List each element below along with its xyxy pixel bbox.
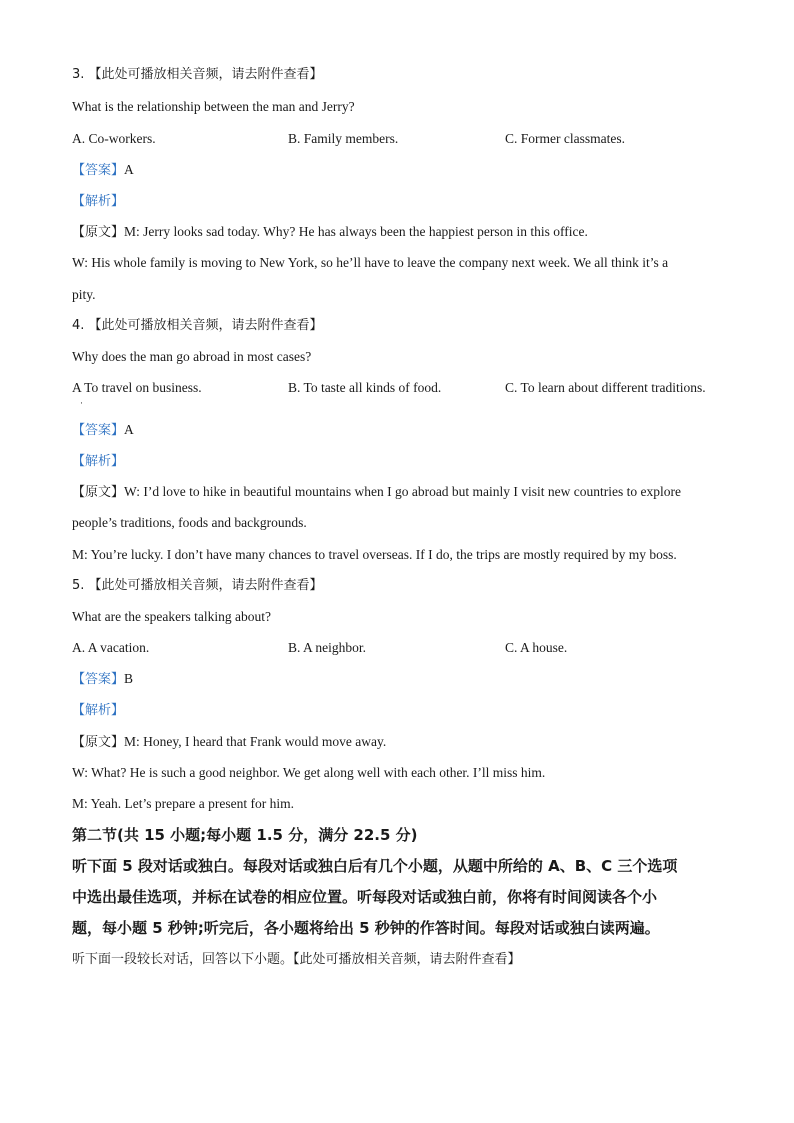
q3-option-a: A. Co-workers. [72,131,156,146]
q4-option-a: A To travel on business. [72,380,202,395]
analysis-tag: 【解析】 [72,703,125,718]
q4-option-c: C. To learn about different traditions. [505,380,706,395]
q5-question: What are the speakers talking about? [72,609,272,624]
q5-script-2: W: What? He is such a good neighbor. We get along well with each other. I’ll miss him. [72,765,546,780]
original-tag: 【原文】 [72,735,125,750]
q5-option-a: A. A vacation. [72,640,150,655]
q5-script-3: M: Yeah. Let’s prepare a present for him. [72,796,294,811]
q3-script-3: pity. [72,287,96,302]
q4-script-line [72,483,681,502]
q3-analysis-line [72,192,124,211]
q3-script-1: M: Jerry looks sad today. Why? He has always been the happiest person in this office. [124,224,588,239]
original-tag: 【原文】 [72,225,125,240]
analysis-tag: 【解析】 [72,454,125,469]
analysis-tag: 【解析】 [72,194,125,209]
q4-script-1: W: I’d love to hike in beautiful mountains when I go abroad but mainly I visit new countries to explore [124,484,682,499]
section2-next: 听下面一段较长对话，回答以下小题。【此处可播放相关音频，请去附件查看】 [72,952,521,967]
stray-dot: · [80,398,83,408]
section2-instructions-3: 题，每小题 5 秒钟;听完后，各小题将给出 5 秒钟的作答时间。每段对话或独白读两遍。 [72,919,660,937]
q5-script-1: M: Honey, I heard that Frank would move away. [124,734,387,749]
q5-option-b: B. A neighbor. [288,640,367,655]
section2-instructions-2: 中选出最佳选项，并标在试卷的相应位置。听每段对话或独白前，你将有时间阅读各个小 [72,888,658,906]
answer-tag: 【答案】 [72,163,125,178]
q5-option-c: C. A house. [505,640,568,655]
q4-answer-line [72,421,134,440]
q5-answer: B [124,671,134,686]
answer-tag: 【答案】 [72,672,125,687]
q3-script-2: W: His whole family is moving to New York, so he’ll have to leave the company next week. We all think it’s a [72,255,669,270]
q5-script-line [72,733,386,752]
q3-answer-line [72,161,134,180]
q4-script-3: M: You’re lucky. I don’t have many chances to travel overseas. If I do, the trips are mostly required by my boss. [72,547,677,562]
q3-option-c: C. Former classmates. [505,131,625,146]
q4-option-b: B. To taste all kinds of food. [288,380,442,395]
q4-question: Why does the man go abroad in most cases? [72,349,312,364]
section2-instructions-1: 听下面 5 段对话或独白。每段对话或独白后有几个小题，从题中所给的 A、B、C 三个选项 [72,857,678,875]
answer-tag: 【答案】 [72,423,125,438]
q3-question: What is the relationship between the man and Jerry? [72,99,355,114]
original-tag: 【原文】 [72,485,125,500]
q5-analysis-line [72,701,124,720]
q5-answer-line [72,670,133,689]
q4-analysis-line [72,452,124,471]
q4-script-2: people’s traditions, foods and backgrounds. [72,515,307,530]
q3-header: 3. 【此处可播放相关音频，请去附件查看】 [72,67,323,82]
q3-script-line [72,223,588,242]
q3-answer: A [124,162,134,177]
q3-option-b: B. Family members. [288,131,399,146]
q4-answer: A [124,422,134,437]
section2-title: 第二节(共 15 小题;每小题 1.5 分，满分 22.5 分) [72,826,418,844]
q4-header: 4. 【此处可播放相关音频，请去附件查看】 [72,318,323,333]
q5-header: 5. 【此处可播放相关音频，请去附件查看】 [72,578,323,593]
